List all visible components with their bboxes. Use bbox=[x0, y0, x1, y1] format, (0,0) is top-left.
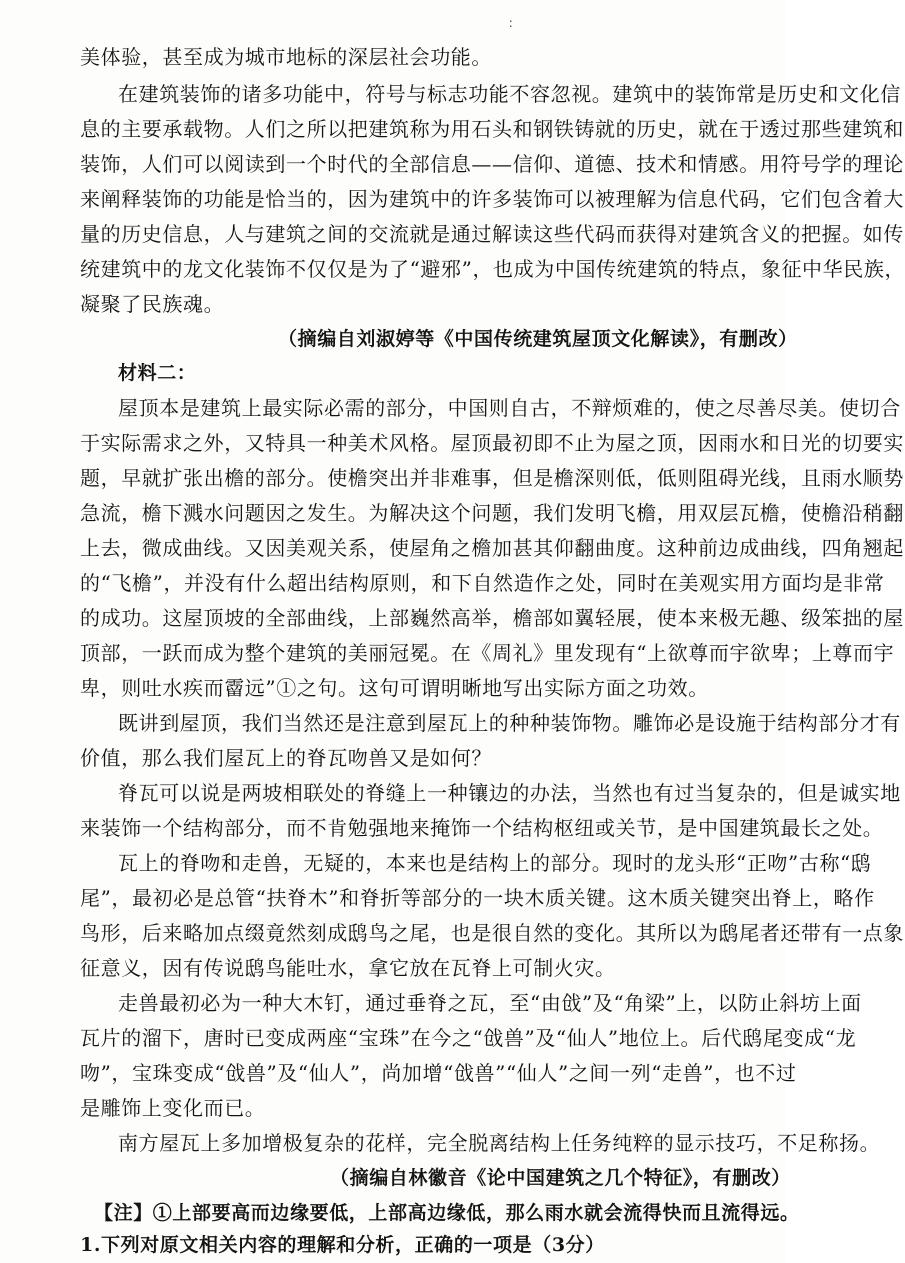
paragraph-line: 统建筑中的龙文化装饰不仅仅是为了“避邪”，也成为中国传统建筑的特点，象征中华民族， bbox=[80, 257, 905, 281]
paragraph-line: 是雕饰上变化而已。 bbox=[80, 1096, 266, 1120]
paragraph-line: 于实际需求之外，又特具一种美术风格。屋顶最初即不止为屋之顶，因雨水和日光的切要实 bbox=[80, 431, 904, 455]
paragraph-line: 的成功。这屋顶坡的全部曲线，上部巍然高举，檐部如翼轻展，使本来极无趣、级笨拙的屋 bbox=[80, 606, 904, 630]
source-citation: （摘编自刘淑婷等《中国传统建筑屋顶文化解读》，有删改） bbox=[278, 328, 798, 350]
paragraph-line: 南方屋瓦上多加增极复杂的花样，完全脱离结构上任务纯粹的显示技巧，不足称扬。 bbox=[118, 1131, 881, 1155]
paragraph-line: 在建筑装饰的诸多功能中，符号与标志功能不容忽视。建筑中的装饰常是历史和文化信 bbox=[118, 82, 901, 106]
paragraph-line: 来阐释装饰的功能是恰当的，因为建筑中的许多装饰可以被理解为信息代码，它们包含着大 bbox=[80, 187, 904, 211]
paragraph-line: 卑，则吐水疾而霤远”①之句。这句可谓明晰地写出实际方面之功效。 bbox=[80, 676, 709, 700]
paragraph-line: 的“飞檐”，并没有什么超出结构原则，和下自然造作之处，同时在美观实用方面均是非常 bbox=[80, 571, 885, 595]
paragraph-line: 价值，那么我们屋瓦上的脊瓦吻兽又是如何？ bbox=[80, 746, 492, 770]
paragraph-line: 走兽最初必为一种大木钉，通过垂脊之瓦，至“由戗”及“角梁”上，以防止斜坊上面 bbox=[118, 991, 862, 1015]
paragraph-line: 吻”，宝珠变成“戗兽”及“仙人”，尚加增“戗兽”“仙人”之间一列“走兽”，也不过 bbox=[80, 1061, 797, 1085]
footnote: 【注】①上部要高而边缘要低，上部高边缘低，那么雨水就会流得快而且流得远。 bbox=[94, 1202, 800, 1224]
paragraph-line: 脊瓦可以说是两坡相联处的脊缝上一种镶边的办法，当然也有过当复杂的，但是诚实地 bbox=[118, 781, 901, 805]
page-mark: ： bbox=[508, 16, 521, 30]
paragraph-line: 征意义，因有传说鸱鸟能吐水，拿它放在瓦脊上可制火灾。 bbox=[80, 956, 616, 980]
paragraph-line: 急流，檐下溅水问题因之发生。为解决这个问题，我们发明飞檐，用双层瓦檐，使檐沿稍翻 bbox=[80, 501, 904, 525]
paragraph-tail: 美体验，甚至成为城市地标的深层社会功能。 bbox=[80, 45, 492, 69]
paragraph-line: 屋顶本是建筑上最实际必需的部分，中国则自古，不辩烦难的，使之尽善尽美。使切合 bbox=[118, 396, 901, 420]
paragraph-line: 尾”，最初必是总管“扶脊木”和脊折等部分的一块木质关键。这木质关键突出脊上，略作 bbox=[80, 886, 875, 910]
paragraph-line: 凝聚了民族魂。 bbox=[80, 292, 225, 316]
paragraph-line: 瓦上的脊吻和走兽，无疑的，本来也是结构上的部分。现时的龙头形“正吻”古称“鸱 bbox=[118, 851, 872, 875]
paragraph-line: 顶部，一跃而成为整个建筑的美丽冠冕。在《周礼》里发现有“上欲尊而宇欲卑；上尊而宇 bbox=[80, 641, 895, 665]
paragraph-line: 鸟形，后来略加点缀竟然刻成鸱鸟之尾，也是很自然的变化。其所以为鸱尾者还带有一点象 bbox=[80, 921, 904, 945]
paragraph-line: 题，早就扩张出檐的部分。使檐突出并非难事，但是檐深则低，低则阻碍光线，且雨水顺势 bbox=[80, 466, 904, 490]
paragraph-line: 瓦片的溜下，唐时已变成两座“宝珠”在今之“戗兽”及“仙人”地位上。后代鸱尾变成“龙 bbox=[80, 1026, 857, 1050]
paragraph-line: 量的历史信息，人与建筑之间的交流就是通过解读这些代码而获得对建筑含义的把握。如传 bbox=[80, 222, 904, 246]
source-citation: （摘编自林徽音《论中国建筑之几个特征》，有删改） bbox=[330, 1167, 791, 1189]
paragraph-line: 既讲到屋顶，我们当然还是注意到屋瓦上的种种装饰物。雕饰必是设施于结构部分才有 bbox=[118, 711, 901, 735]
paragraph-line: 来装饰一个结构部分，而不肯勉强地来掩饰一个结构枢纽或关节，是中国建筑最长之处。 bbox=[80, 816, 884, 840]
material-heading: 材料二： bbox=[118, 362, 197, 384]
paragraph-line: 上去，微成曲线。又因美观关系，使屋角之檐加甚其仰翻曲度。这种前边成曲线，四角翘起 bbox=[80, 536, 904, 560]
paragraph-line: 息的主要承载物。人们之所以把建筑称为用石头和钢铁铸就的历史，就在于透过那些建筑和 bbox=[80, 117, 904, 141]
question-prompt: 1.下列对原文相关内容的理解和分析，正确的一项是（3分） bbox=[80, 1234, 605, 1256]
paragraph-line: 装饰，人们可以阅读到一个时代的全部信息——信仰、道德、技术和情感。用符号学的理论 bbox=[80, 152, 904, 176]
